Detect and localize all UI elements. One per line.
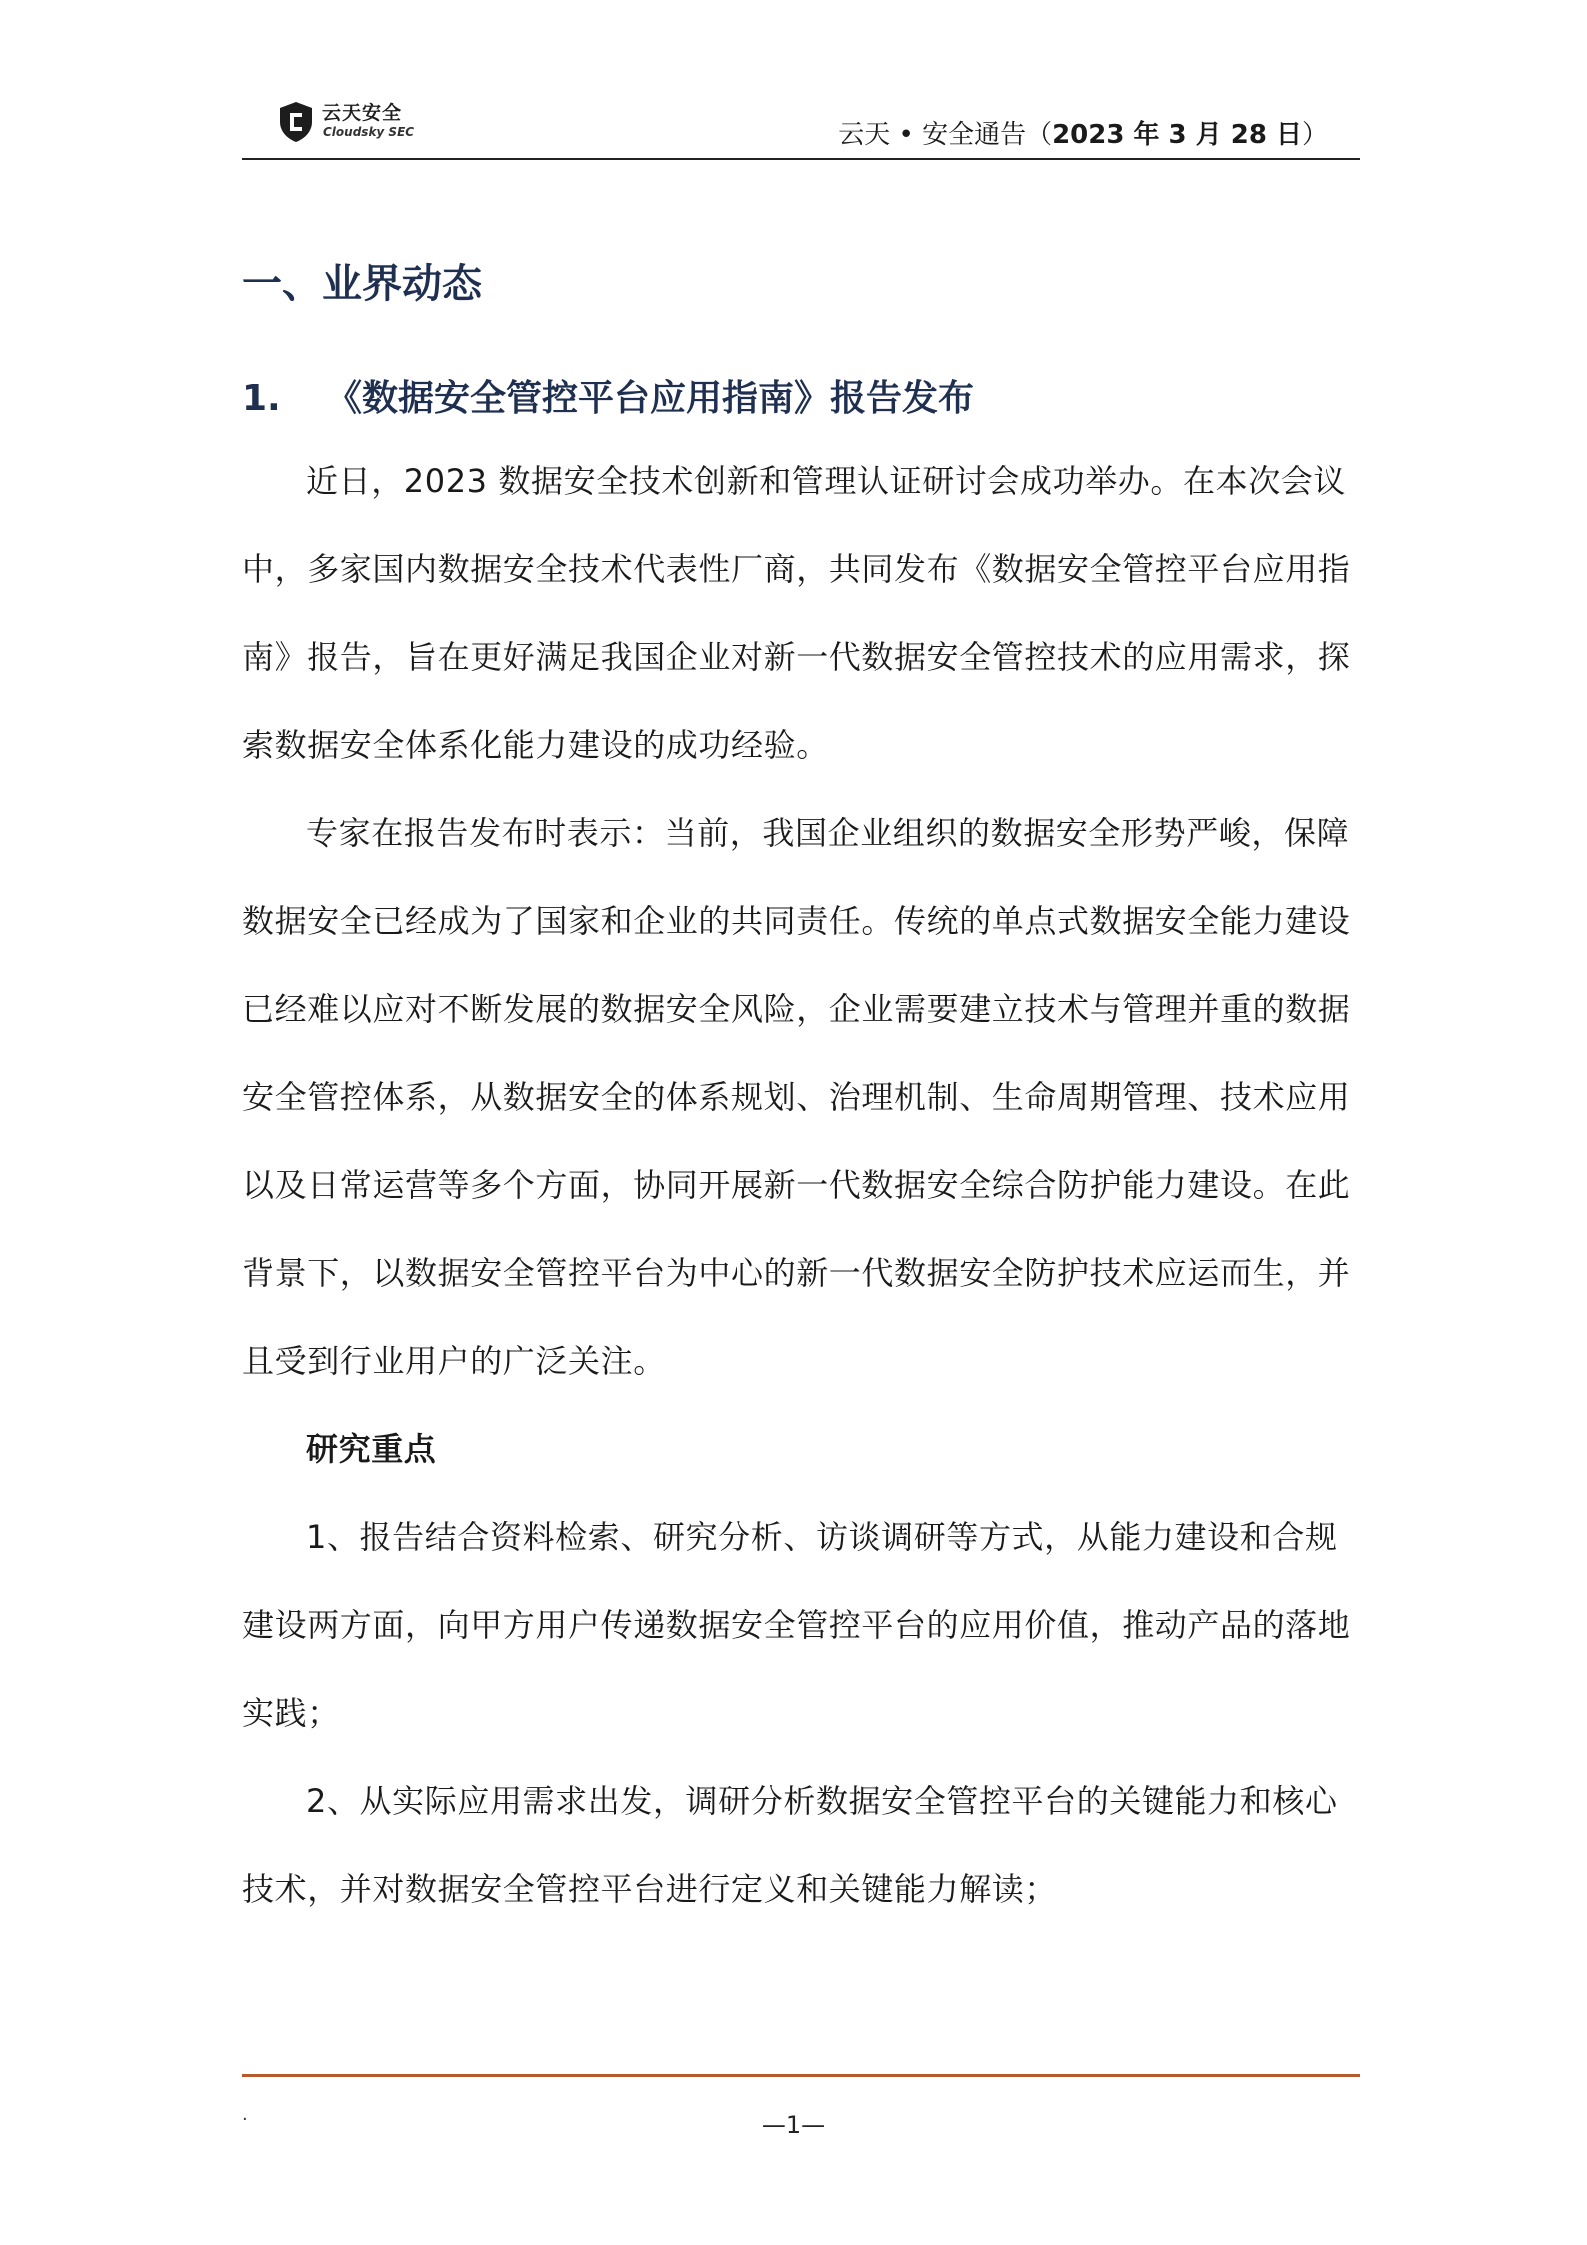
logo-text-cn: 云天安全 xyxy=(322,102,403,124)
bulletin-date: 2023 年 3 月 28 日 xyxy=(1052,120,1302,150)
body-line: 中，多家国内数据安全技术代表性厂商，共同发布《数据安全管控平台应用指 xyxy=(242,550,1351,588)
logo xyxy=(276,98,476,152)
body-line: 专家在报告发布时表示：当前，我国企业组织的数据安全形势严峻，保障 xyxy=(306,814,1350,852)
body-line: 安全管控体系，从数据安全的体系规划、治理机制、生命周期管理、技术应用 xyxy=(242,1078,1351,1116)
body-line: 南》报告，旨在更好满足我国企业对新一代数据安全管控技术的应用需求，探 xyxy=(242,638,1351,676)
footer-divider xyxy=(242,2074,1360,2077)
list-item-line: 1、报告结合资料检索、研究分析、访谈调研等方式，从能力建设和合规 xyxy=(306,1518,1338,1556)
page-number: —1— xyxy=(761,2111,826,2139)
body-line: 近日，2023 数据安全技术创新和管理认证研讨会成功举办。在本次会议 xyxy=(306,462,1347,500)
body-line: 背景下，以数据安全管控平台为中心的新一代数据安全防护技术应运而生，并 xyxy=(242,1254,1351,1292)
page-header xyxy=(242,92,1360,158)
list-item-line: 实践； xyxy=(242,1694,340,1732)
bulletin-title xyxy=(838,114,1328,151)
body-line: 以及日常运营等多个方面，协同开展新一代数据安全综合防护能力建设。在此 xyxy=(242,1166,1351,1204)
article-title xyxy=(242,370,974,421)
logo-text-en: Cloudsky SEC xyxy=(323,125,415,139)
header-divider xyxy=(242,158,1360,160)
list-item-line: 技术，并对数据安全管控平台进行定义和关键能力解读； xyxy=(242,1870,1058,1908)
body-line: 已经难以应对不断发展的数据安全风险，企业需要建立技术与管理并重的数据 xyxy=(242,990,1351,1028)
body-line: 索数据安全体系化能力建设的成功经验。 xyxy=(242,726,829,764)
article-number: 1. xyxy=(242,378,281,419)
shield-logo-icon xyxy=(276,100,316,144)
list-item-line: 建设两方面，向甲方用户传递数据安全管控平台的应用价值，推动产品的落地 xyxy=(242,1606,1351,1644)
list-item-line: 2、从实际应用需求出发，调研分析数据安全管控平台的关键能力和核心 xyxy=(306,1782,1338,1820)
body-line: 且受到行业用户的广泛关注。 xyxy=(242,1342,666,1380)
bulletin-title-prefix: 云天 • 安全通告（ xyxy=(838,120,1053,150)
article-title-text: 《数据安全管控平台应用指南》报告发布 xyxy=(326,378,975,419)
bulletin-title-suffix: ） xyxy=(1301,120,1328,150)
subheading: 研究重点 xyxy=(306,1430,437,1468)
footer-dot: . xyxy=(242,2104,248,2125)
section-title: 一、业界动态 xyxy=(242,261,482,307)
body-line: 数据安全已经成为了国家和企业的共同责任。传统的单点式数据安全能力建设 xyxy=(242,902,1351,940)
